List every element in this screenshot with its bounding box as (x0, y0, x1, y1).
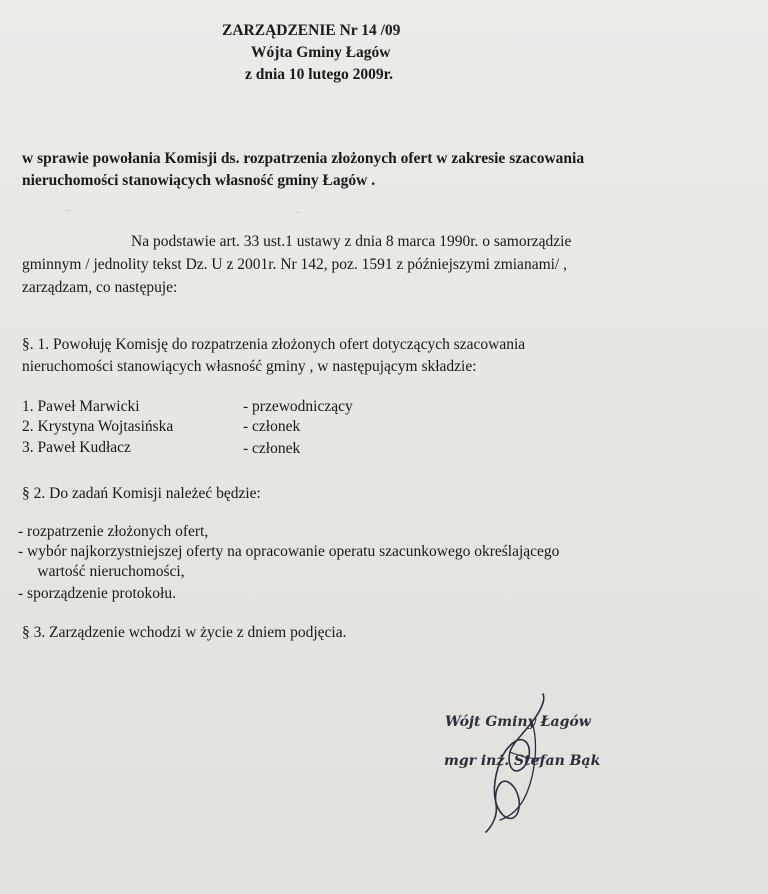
member-name: 2. Krystyna Wojtasińska (22, 418, 174, 435)
preamble-line-2: gminnym / jednolity tekst Dz. U z 2001r. Nr 142, poz. 1591 z późniejszymi zmianami/ , (22, 256, 567, 273)
subject-line-2: nieruchomości stanowiących własność gminy Łagów . (22, 172, 376, 189)
task-item: - rozpatrzenie złożonych ofert, (18, 523, 209, 540)
member-role: - przewodniczący (243, 398, 353, 415)
task-item: wartość nieruchomości, (18, 563, 185, 580)
member-role: - członek (243, 418, 301, 435)
member-name: 3. Paweł Kudłacz (22, 439, 131, 456)
document-title: ZARZĄDZENIE Nr 14 /09 (222, 22, 401, 39)
issuer: Wójta Gminy Łagów (251, 44, 391, 61)
signature-stamp-title: Wójt Gminy Łagów (445, 714, 591, 730)
member-name: 1. Paweł Marwicki (22, 398, 140, 415)
subject-line-1: w sprawie powołania Komisji ds. rozpatrzenia złożonych ofert w zakresie szacowania (22, 150, 585, 167)
member-role: - członek (243, 440, 301, 457)
signature-stamp-name: mgr inż. Stefan Bąk (444, 753, 601, 769)
preamble-line-3: zarządzam, co następuje: (22, 279, 178, 296)
task-item: - sporządzenie protokołu. (18, 585, 176, 602)
section1-line-1: §. 1. Powołuję Komisję do rozpatrzenia złożonych ofert dotyczących szacowania (22, 336, 526, 353)
section3: § 3. Zarządzenie wchodzi w życie z dniem podjęcia. (22, 624, 347, 641)
task-item: - wybór najkorzystniejszej oferty na opracowanie operatu szacunkowego określającego (18, 543, 560, 560)
preamble-line-1: Na podstawie art. 33 ust.1 ustawy z dnia 8 marca 1990r. o samorządzie (131, 233, 572, 250)
section2-title: § 2. Do zadań Komisji należeć będzie: (22, 485, 261, 502)
document-date: z dnia 10 lutego 2009r. (245, 66, 393, 83)
section1-line-2: nieruchomości stanowiących własność gminy , w następującym składzie: (22, 358, 477, 375)
